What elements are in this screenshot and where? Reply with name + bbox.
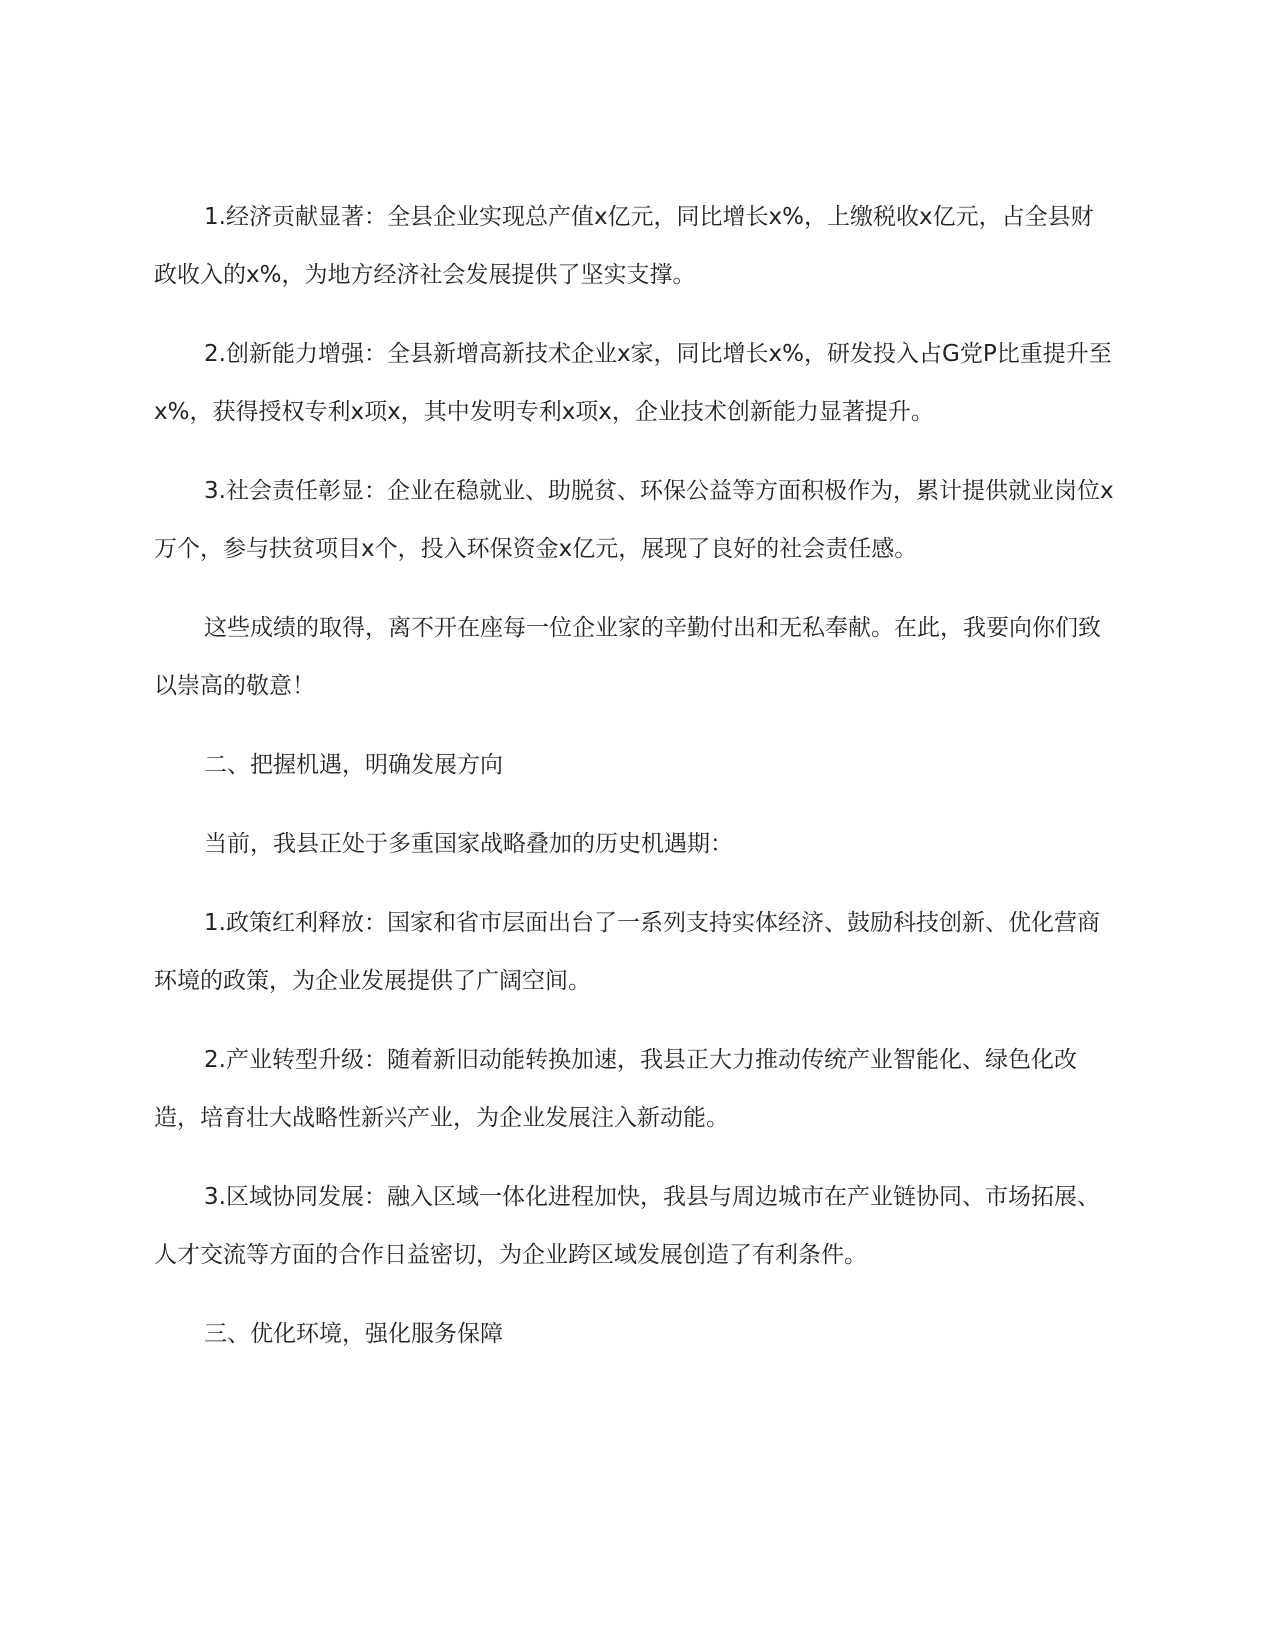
section-heading-opportunities: 二、把握机遇，明确发展方向 — [204, 752, 503, 778]
paragraph-innovation-capacity: 2.创新能力增强：全县新增高新技术企业x家，同比增长x%，研发投入占G党P比重提升至x%，获得授权专利x项x，其中发明专利x项x，企业技术创新能力显著提升。 — [154, 341, 1112, 425]
paragraph-industrial-upgrade: 2.产业转型升级：随着新旧动能转换加速，我县正大力推动传统产业智能化、绿色化改造，培育壮大战略性新兴产业，为企业发展注入新动能。 — [154, 1047, 1077, 1131]
paragraph-regional-coordination: 3.区域协同发展：融入区域一体化进程加快，我县与周边城市在产业链协同、市场拓展、人才交流等方面的合作日益密切，为企业跨区域发展创造了有利条件。 — [154, 1184, 1100, 1268]
section-heading-environment: 三、优化环境，强化服务保障 — [204, 1321, 503, 1347]
document-body — [154, 188, 1114, 1384]
paragraph-social-responsibility: 3.社会责任彰显：企业在稳就业、助脱贫、环保公益等方面积极作为，累计提供就业岗位x万个，参与扶贫项目x个，投入环保资金x亿元，展现了良好的社会责任感。 — [154, 478, 1114, 562]
paragraph-tribute: 这些成绩的取得，离不开在座每一位企业家的辛勤付出和无私奉献。在此，我要向你们致以崇高的敬意！ — [154, 615, 1101, 699]
paragraph-economic-contribution: 1.经济贡献显著：全县企业实现总产值x亿元，同比增长x%，上缴税收x亿元，占全县财政收入的x%，为地方经济社会发展提供了坚实支撑。 — [154, 204, 1094, 288]
paragraph-strategic-opportunity: 当前，我县正处于多重国家战略叠加的历史机遇期： — [204, 831, 733, 857]
paragraph-policy-dividend: 1.政策红利释放：国家和省市层面出台了一系列支持实体经济、鼓励科技创新、优化营商环境的政策，为企业发展提供了广阔空间。 — [154, 910, 1100, 994]
